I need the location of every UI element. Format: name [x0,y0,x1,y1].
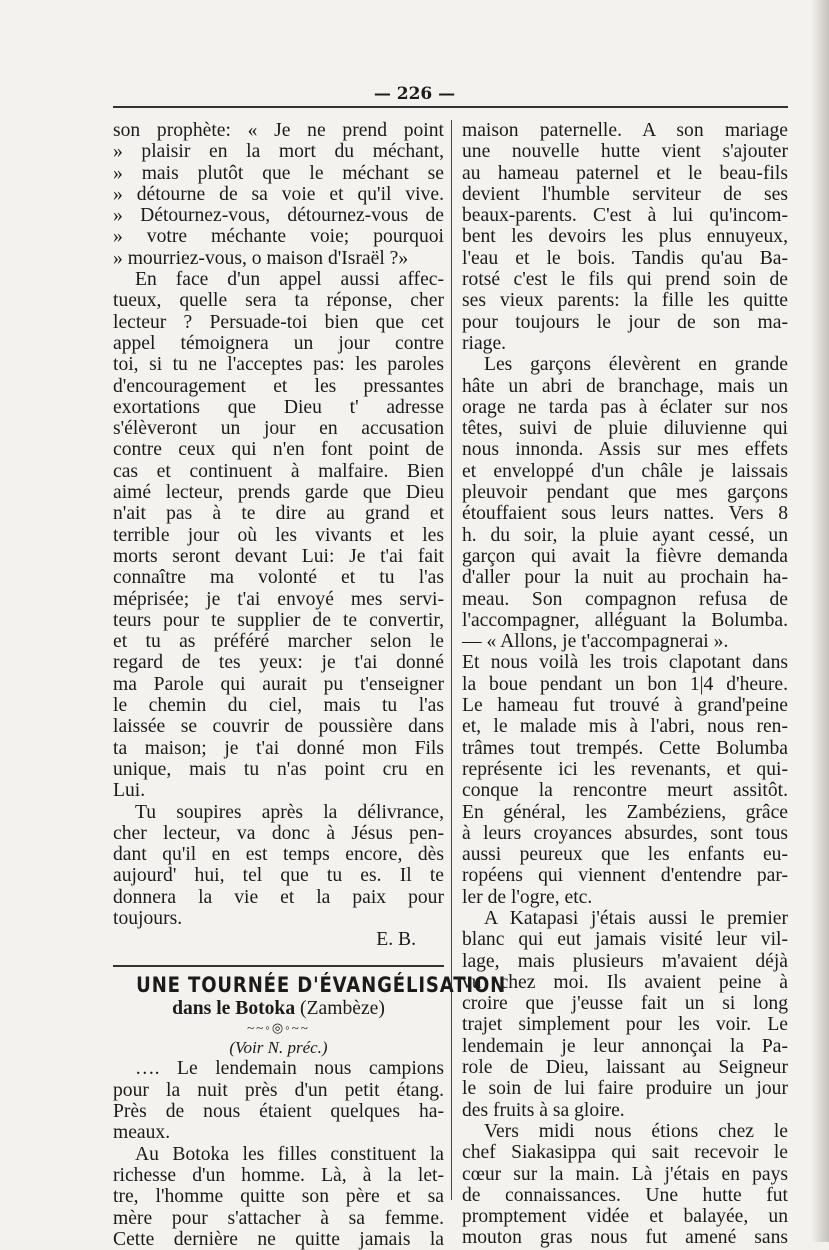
text-line: toi, si tu ne l'acceptes pas: les paroles [113,354,444,376]
text-line: » mourriez-vous, o maison d'Israël ?» [113,247,409,269]
text-line: maison paternelle. A son mariage [462,120,788,141]
text-line: ler de l'ogre, etc. [462,886,593,908]
text-line: tueux, quelle sera ta réponse, cher [113,290,444,312]
text-line: » détourne de sa voie et qu'il vive. [113,183,444,205]
text-line: mère pour s'attacher à sa femme. [113,1207,444,1229]
text-line: Et nous voilà les trois clapotant dans [462,652,788,674]
text-line: Cette dernière ne quitte jamais la [113,1228,444,1250]
text-line: l'eau et le bois. Tandis qu'au Ba- [462,247,788,269]
text-line: croire que j'eusse fait un si long [462,993,788,1015]
text-line: Au Botoka les filles constituent la [135,1143,444,1165]
text-line: tre, l'homme quitte son père et sa [113,1186,444,1208]
right-column [462,120,788,1249]
text-line: conque la rencontre meurt assitôt. [462,780,788,802]
text-line: Le hameau fut trouvé à grand'peine [462,695,788,717]
text-line: meau. Son compagnon refusa de [462,588,788,610]
left-column-text-top [113,120,444,929]
text-line: terrible jour où les vivants et les [113,524,444,546]
text-line: ropéens qui viennent d'entendre par- [462,865,788,887]
right-column-text [462,120,788,1249]
text-line: au hameau paternel et le beau-fils [462,162,788,184]
text-line: à leurs croyances absurdes, sont tous [462,822,788,844]
text-line: morts seront devant Lui: Je t'ai fait [113,545,444,567]
text-line: » Détournez-vous, détournez-vous de [113,205,444,227]
text-line: de connaissances. Une hutte fut [462,1184,788,1206]
text-line: s'élèveront un jour en accusation [113,418,444,440]
text-line: riage. [462,332,507,354]
text-line: Lui. [113,780,146,802]
text-line: aussi peureux que les enfants eu- [462,844,788,866]
text-line: …. Le lendemain nous campions [135,1058,444,1080]
text-line: ses vieux parents: la fille les quitte [462,290,788,312]
text-line: et enveloppé d'un châle je laissais [462,460,788,482]
text-line: lecteur ? Persuade-toi bien que cet [113,311,444,333]
text-line: cher lecteur, va donc à Jésus pen- [113,822,444,844]
text-line: richesse d'un homme. Là, à la let- [113,1164,444,1186]
text-line: regard de tes yeux: je t'ai donné [113,652,444,674]
text-line: role de Dieu, laissant au Seigneur [462,1057,788,1079]
text-line: pleuvoir pendant que mes garçons [462,482,788,504]
text-line: trâmes tout trempés. Cette Bolumba [462,737,788,759]
text-line: la boue pendant un bon 1|4 d'heure. [462,673,788,695]
text-line: exortations que Dieu t' adresse [113,396,444,418]
text-line: d'aller pour la nuit au prochain ha- [462,567,788,589]
text-line: chef Siakasippa qui sait recevoir le [462,1142,788,1164]
text-line: étouffaient sous leurs nattes. Vers 8 [462,503,788,525]
header-rule [113,106,788,108]
text-line: h. du soir, la pluie ayant cessé, un [462,524,788,546]
page-number: — 226 — [373,84,456,104]
column-divider [451,120,452,1200]
text-line: n'ait pas à te dire au grand et [113,503,444,525]
text-line: l'accompagner, alléguant la Bolumba. [462,609,788,631]
text-line: et, le malade mis à l'abri, nous ren- [462,716,788,738]
signature: E. B. [376,929,416,951]
text-line: mouton gras nous fut amené sans [462,1227,788,1249]
text-line: meaux. [113,1122,171,1144]
section-subtitle [113,998,444,1019]
text-line: » votre méchante voie; pourquoi [113,226,444,248]
text-line: vu chez moi. Ils avaient peine à [462,971,788,993]
text-line: laissée se couvrir de poussière dans [113,716,444,738]
text-line: d'encouragement et les pressantes [113,375,444,397]
text-line: En face d'un appel aussi affec- [135,269,444,291]
text-line: Vers midi nous étions chez le [484,1120,788,1142]
text-line: unique, mais tu n'as point cru en [113,758,444,780]
section-subtitle-rest: (Zambèze) [300,997,385,1019]
text-line: beaux-parents. C'est à lui qu'incom- [462,205,788,227]
text-line: donnera la vie et la paix pour [113,886,444,908]
text-line: têtes, suivi de pluie diluvienne qui [462,418,788,440]
ornament-divider: ~~◦◎◦~~ [247,1020,310,1036]
text-line: promptement vidée et balayée, un [462,1206,788,1228]
text-line: Tu soupires après la délivrance, [135,801,444,823]
text-line: En général, les Zambéziens, grâce [462,801,788,823]
text-line: contre ceux qui n'en font point de [113,439,444,461]
section-rule [113,965,444,967]
text-line: appel témoignera un jour contre [113,332,444,354]
text-line: cœur sur la main. Là j'étais en pays [462,1163,788,1185]
left-column-text-bottom [113,1058,444,1250]
text-line: aimé lecteur, prends garde que Dieu [113,482,444,504]
text-line: le soin de lui faire produire un jour [462,1078,788,1100]
text-line: cas et continuent à malfaire. Bien [113,460,444,482]
text-line: représente ici les revenants, et qui- [462,758,788,780]
text-line: devient l'humble serviteur de ses [462,183,788,205]
text-line: lage, mais plusieurs m'avaient déjà [462,950,788,972]
text-line: toujours. [113,907,183,929]
text-line: son prophète: « Je ne prend point [113,120,444,141]
text-line: blanc qui eut jamais visité leur vil- [462,929,788,951]
text-line: aujourd' hui, tel que tu es. Il te [113,865,444,887]
text-line: orage ne tarda pas à éclater sur nos [462,396,788,418]
text-line: dant qu'il en est temps encore, dès [113,844,444,866]
text-line: Près de nous étaient quelques ha- [113,1101,444,1123]
reference-note: (Voir N. préc.) [229,1038,328,1058]
text-line: lendemain je leur annonçai la Pa- [462,1035,788,1057]
text-line: nous innonda. Assis sur mes effets [462,439,788,461]
text-line: des fruits à sa gloire. [462,1099,625,1121]
text-line: le chemin du ciel, mais tu l'as [113,695,444,717]
text-line: une nouvelle hutte vient s'ajouter [462,141,788,163]
text-line: hâte un abri de branchage, mais un [462,375,788,397]
text-line: pour la nuit près d'un petit étang. [113,1079,444,1101]
text-line: ma Parole qui aurait pu t'enseigner [113,673,444,695]
text-line: teurs pour te supplier de te convertir, [113,609,444,631]
text-line: » plaisir en la mort du méchant, [113,141,444,163]
text-line: garçon qui avait la fièvre demanda [462,545,788,567]
text-line: Les garçons élevèrent en grande [484,354,788,376]
text-line: trajet simplement pour les voir. Le [462,1014,788,1036]
text-line: ta maison; je t'ai donné mon Fils [113,737,444,759]
text-line: pour toujours le jour de son ma- [462,311,788,333]
text-line: bent les devoirs les plus ennuyeux, [462,226,788,248]
section-subtitle-bold: dans le Botoka [172,997,296,1019]
text-line: — « Allons, je t'accompagnerai ». [462,631,729,653]
text-line: A Katapasi j'étais aussi le premier [484,907,788,929]
text-line: méprisée; je t'ai envoyé mes servi- [113,588,444,610]
text-line: connaître ma volonté et tu l'as [113,567,444,589]
text-line: rotsé c'est le fils qui prend soin de [462,269,788,291]
text-line: et tu as préféré marcher selon le [113,631,444,653]
page-edge-shadow [811,0,829,1242]
section-title: UNE TOURNÉE D'ÉVANGÉLISATION [136,972,507,997]
text-line: » mais plutôt que le méchant se [113,162,444,184]
